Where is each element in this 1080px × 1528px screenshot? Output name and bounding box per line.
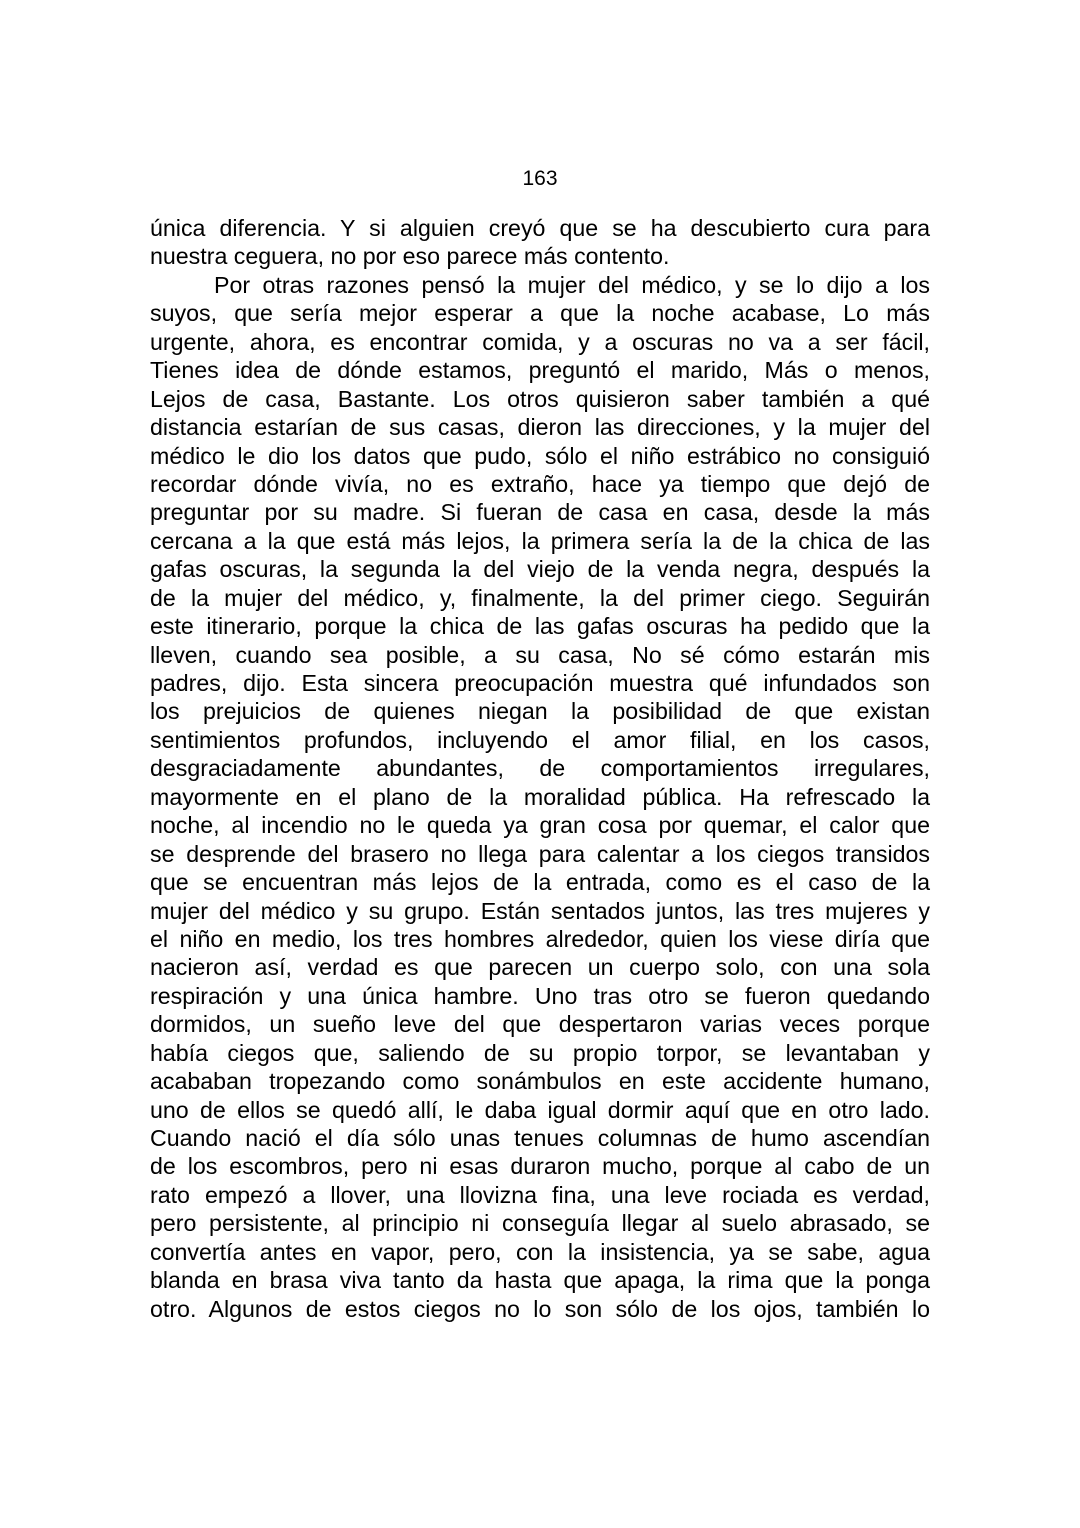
text-line: nuestra ceguera, no por eso parece más contento. — [150, 243, 670, 270]
text-line: este itinerario, porque la chica de las gafas oscuras ha pedido que la — [150, 613, 930, 640]
text-line: de la mujer del médico, y, finalmente, la del primer ciego. Seguirán — [150, 584, 930, 611]
text-line: se desprende del brasero no llega para calentar a los ciegos transidos — [150, 840, 930, 867]
text-line: sentimientos profundos, incluyendo el amor filial, en los casos, — [150, 726, 930, 753]
text-line: rato empezó a llover, una llovizna fina, una leve rociada es verdad, — [150, 1181, 930, 1208]
text-line: Cuando nació el día sólo unas tenues columnas de humo ascendían — [150, 1125, 930, 1151]
text-line: distancia estarían de sus casas, dieron las direcciones, y la mujer del — [150, 414, 930, 441]
text-line: que se encuentran más lejos de la entrada, como es el caso de la — [150, 869, 930, 896]
text-line: única diferencia. Y si alguien creyó que se ha descubierto cura para — [150, 215, 930, 241]
text-line: acababan tropezando como sonámbulos en este accidente humano, — [150, 1068, 930, 1095]
text-line: pero persistente, al principio ni conseguía llegar al suelo abrasado, se — [150, 1210, 930, 1237]
text-line: Lejos de casa, Bastante. Los otros quisieron saber también a qué — [150, 385, 930, 412]
text-line: preguntar por su madre. Si fueran de casa en casa, desde la más — [150, 499, 930, 526]
text-line: los prejuicios de quienes niegan la posibilidad de que existan — [150, 698, 930, 725]
text-line: de los escombros, pero ni esas duraron mucho, porque al cabo de un — [150, 1153, 930, 1180]
text-line: mujer del médico y su grupo. Están sentados juntos, las tres mujeres y — [150, 897, 930, 924]
text-line: desgraciadamente abundantes, de comportamientos irregulares, — [150, 755, 930, 782]
text-line: blanda en brasa viva tanto da hasta que apaga, la rima que la ponga — [150, 1267, 930, 1294]
body-text — [150, 214, 930, 1323]
text-line: noche, al incendio no le queda ya gran cosa por quemar, el calor que — [150, 812, 930, 839]
text-line: Tienes idea de dónde estamos, preguntó el marido, Más o menos, — [150, 357, 930, 384]
text-line: uno de ellos se quedó allí, le daba igual dormir aquí que en otro lado. — [150, 1096, 930, 1123]
text-line: había ciegos que, saliendo de su propio torpor, se levantaban y — [150, 1039, 930, 1066]
text-line: recordar dónde vivía, no es extraño, hace ya tiempo que dejó de — [150, 470, 930, 497]
text-line: cercana a la que está más lejos, la primera sería la de la chica de las — [150, 527, 930, 554]
text-line: otro. Algunos de estos ciegos no lo son sólo de los ojos, también lo — [150, 1295, 930, 1322]
text-line: mayormente en el plano de la moralidad pública. Ha refrescado la — [150, 783, 930, 810]
text-line: médico le dio los datos que pudo, sólo el niño estrábico no consiguió — [150, 442, 930, 469]
text-line: el niño en medio, los tres hombres alrededor, quien los viese diría que — [150, 925, 930, 952]
text-line: dormidos, un sueño leve del que despertaron varias veces porque — [150, 1011, 930, 1038]
text-line: Por otras razones pensó la mujer del médico, y se lo dijo a los — [214, 271, 930, 298]
text-line: gafas oscuras, la segunda la del viejo de la venda negra, después la — [150, 556, 930, 583]
text-line: urgente, ahora, es encontrar comida, y a oscuras no va a ser fácil, — [150, 328, 930, 355]
text-line: convertía antes en vapor, pero, con la insistencia, ya se sabe, agua — [150, 1238, 930, 1265]
text-line: nacieron así, verdad es que parecen un cuerpo solo, con una sola — [150, 954, 930, 981]
text-line: respiración y una única hambre. Uno tras otro se fueron quedando — [150, 982, 930, 1009]
text-line: suyos, que sería mejor esperar a que la noche acabase, Lo más — [150, 300, 930, 327]
text-line: lleven, cuando sea posible, a su casa, No sé cómo estarán mis — [150, 641, 930, 668]
text-line: padres, dijo. Esta sincera preocupación muestra qué infundados son — [150, 670, 930, 696]
page-number: 163 — [522, 167, 558, 190]
